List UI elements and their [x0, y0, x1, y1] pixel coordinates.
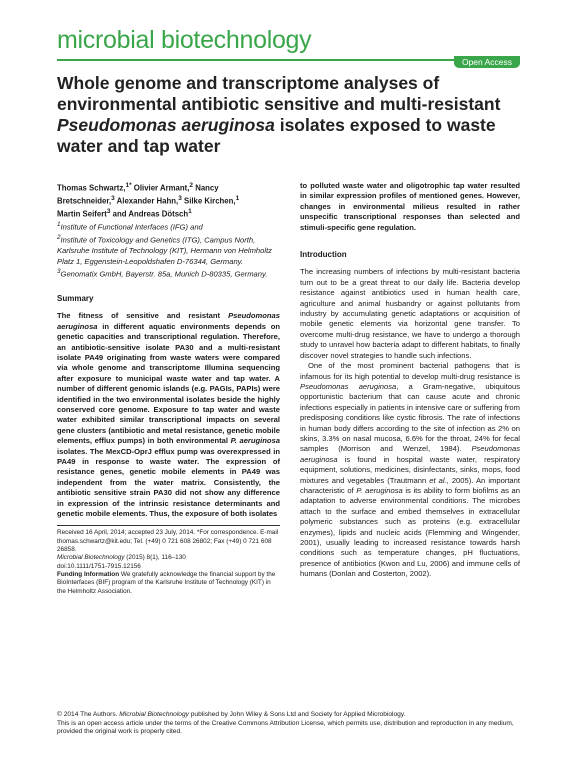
intro-fragment: , a Gram-negative, ubiquitous opportunistic bacterium that can cause acute and chronic infections especially in patients in intensive care or suffering from predisposing conditions like cystic fibrosis. The rate of infections in human body differs according to the site of infection as 2% on skins, 3.3% on nasal mucosa, 6.6% for the throat, 24% for fecal samples (Morrison and Wenzel, 1984).	[300, 381, 521, 454]
intro-fragment: One of the most prominent bacterial pathogens that is infamous for its high potential to develop multi-drug resistance is	[300, 361, 520, 381]
citation-volume: (2015) 8(1), 116–130	[124, 554, 186, 562]
citation-journal: Microbial Biotechnology	[57, 554, 125, 562]
citation-line	[57, 554, 280, 562]
author-affiliation-mark: 3	[111, 195, 115, 203]
summary-species: Pseudomonas aeruginosa	[57, 311, 280, 331]
author-affiliation-mark: 1*	[125, 182, 132, 189]
copyright-journal: Microbial Biotechnology	[119, 711, 189, 718]
author-affiliation-mark: 1	[235, 195, 240, 203]
summary-text	[57, 311, 280, 519]
author-name: Olivier Armant,	[131, 183, 190, 193]
affiliation-text: Institute of Toxicology and Genetics (ITG), Campus North, Karlsruhe Institute of Technology (KIT), Hermann von Helmholtz Platz 1, Eggenstein-Leopoldshafen D-76344, Germany.	[57, 235, 272, 266]
title-line-1: Whole genome and transcriptome analyses of	[57, 73, 440, 93]
intro-species: Pseudomonas aeruginosa	[300, 444, 520, 464]
copyright-fragment: © 2014 The Authors.	[57, 711, 120, 718]
affiliation-number: 3	[57, 267, 61, 275]
doi-line: doi:10.1111/1751-7915.12156	[57, 562, 141, 570]
affiliation-3	[57, 267, 280, 280]
funding-line	[57, 571, 280, 596]
title-line-4: water and tap water	[57, 136, 221, 156]
author-name: Bretschneider,	[57, 196, 112, 206]
intro-paragraph-1: The increasing numbers of infections by multi-resistant bacteria turn out to be a great threat to our daily life. Bacteria develop resistance against antibiotics used in human health care, agriculture and animal husbandry or against pollutants from industry by accumulating genetic adaptations or acquisition of mobile genetic elements via horizontal gene transfer. To overcome multi-drug resistance, we have to undergo a thorough study to unravel how bacteria adapt to different habitats, to finally discover novel strategies to handle such infections.	[300, 267, 520, 360]
author-name: Martin Seifert	[57, 209, 107, 219]
author-affiliation-mark: 3	[178, 195, 182, 203]
affiliation-1	[57, 220, 280, 233]
intro-fragment: is found in hospital waste water, respiratory equipment, solutions, medicines, disinfectants, sinks, mops, food mixtures and vegetables (Trautmann	[300, 454, 520, 485]
author-name: Silke Kirchen,	[181, 196, 236, 206]
article-title	[57, 73, 527, 157]
summary-heading: Summary	[57, 293, 94, 303]
author-list	[57, 181, 280, 220]
introduction-heading: Introduction	[300, 250, 347, 260]
summary-fragment: isolates. The MexCD-OprJ efflux pump was overexpressed in PA49 in response to waste water. The expression of resistance genes, genetic mobile elements in PA49 was independent from the water matrix. Consistently, the antibiotic sensitive strain PA30 did not show any difference in expression of the intrinsic resistance determinants and genetic mobile elements. Thus, the exposure of both isolates	[57, 446, 280, 519]
author-affiliation-mark: 3	[106, 208, 111, 216]
received-line: Received 16 April, 2014; accepted 23 July, 2014. *For correspondence. E-mail thomas.schwartz@kit.edu; Tel. (+49) 0 721 608 26802; Fax (+49) 0 721 608 26858.	[57, 529, 279, 554]
right-column	[300, 181, 520, 580]
summary-species: P. aeruginosa	[230, 436, 280, 446]
copyright-notice	[57, 711, 527, 737]
title-line-2: environmental antibiotic sensitive and multi-resistant	[57, 94, 501, 114]
header-rule	[57, 59, 520, 61]
title-line-3: isolates exposed to waste	[274, 115, 496, 135]
intro-paragraph-2	[300, 361, 520, 580]
summary-continued: to polluted waste water and oligotrophic tap water resulted in similar expression profiles of mentioned genes. However, changes in environmental milieus resulted in rather unspecific transcriptional responses than selected and stimuli-specific gene regulation.	[300, 181, 520, 232]
copyright-line	[57, 711, 527, 720]
intro-etal: et al.	[429, 475, 447, 485]
funding-text: We gratefully acknowledge the financial support by the BioInterfaces (BIF) program of the Karlsruhe Institute of Technology (KIT) in the Helmholtz Association.	[57, 570, 276, 595]
copyright-fragment: published by John Wiley & Sons Ltd and Society for Applied Microbiology.	[188, 711, 406, 718]
intro-fragment: is its ability to form biofilms as an adaptation to adverse environmental conditions. The microbes attach to the surface and embed themselves in extracellular polymeric substances such as proteins (e.g. extracellular enzymes), lipids and nucleic acids (Flemming and Wingender, 2001), usually leading to increased resistance towards harsh conditions such as temperature changes, pH fluctuations, presence of antibiotics (Kwon and Lu, 2006) and immune cells of humans (Donlan and Costerton, 2002).	[300, 485, 520, 579]
intro-fragment: , 2005). An important characteristic of	[300, 475, 520, 495]
title-species: Pseudomonas aeruginosa	[57, 115, 275, 135]
intro-species: Pseudomonas aeruginosa	[300, 381, 397, 391]
summary-fragment: The fitness of sensitive and resistant	[57, 311, 229, 321]
affiliation-text: Institute of Functional Interfaces (IFG) and	[60, 222, 203, 232]
author-name: and Andreas Dötsch	[110, 209, 189, 219]
author-affiliation-mark: 2	[189, 182, 194, 189]
affiliation-2	[57, 233, 280, 267]
intro-species: P. aeruginosa	[356, 485, 403, 495]
author-name: Nancy	[193, 183, 219, 193]
summary-fragment: in different aquatic environments depends on genetic capacities and transcriptional regulation. Therefore, an antibiotic-sensitive isolate PA30 and a multi-resistant isolate PA49 originating from waste waters were compared via whole genome and transcriptome Illumina sequencing after exposure to municipal waste water and tap water. A number of different genomic islands (e.g. PAGIs, PAPIs) were identified in the two environmental isolates beside the highly conserved core genome. Exposure to tap water and waste water exhibited similar transcriptional impacts on several gene clusters (antibiotic and metal resistance, genetic mobile elements, efflux pumps) in both environmental	[57, 321, 280, 446]
author-name: Alexander Hahn,	[114, 196, 179, 206]
affiliation-number: 1	[57, 221, 61, 229]
affiliation-text: Genomatix GmbH, Bayerstr. 85a, Munich D-80335, Germany.	[60, 269, 268, 279]
affiliation-number: 2	[57, 234, 61, 242]
affiliations	[57, 220, 280, 280]
author-name: Thomas Schwartz,	[57, 183, 126, 193]
open-access-badge: Open Access	[454, 56, 520, 68]
left-column	[57, 181, 280, 596]
author-affiliation-mark: 1	[188, 208, 192, 216]
introduction-body	[300, 267, 520, 579]
funding-label: Funding Information	[57, 570, 120, 578]
journal-name: microbial biotechnology	[57, 26, 312, 54]
license-line: This is an open access article under the terms of the Creative Commons Attribution License, which permits use, distribution and reproduction in any medium, provided the original work is properly cited.	[57, 719, 514, 736]
footnote	[57, 525, 280, 595]
